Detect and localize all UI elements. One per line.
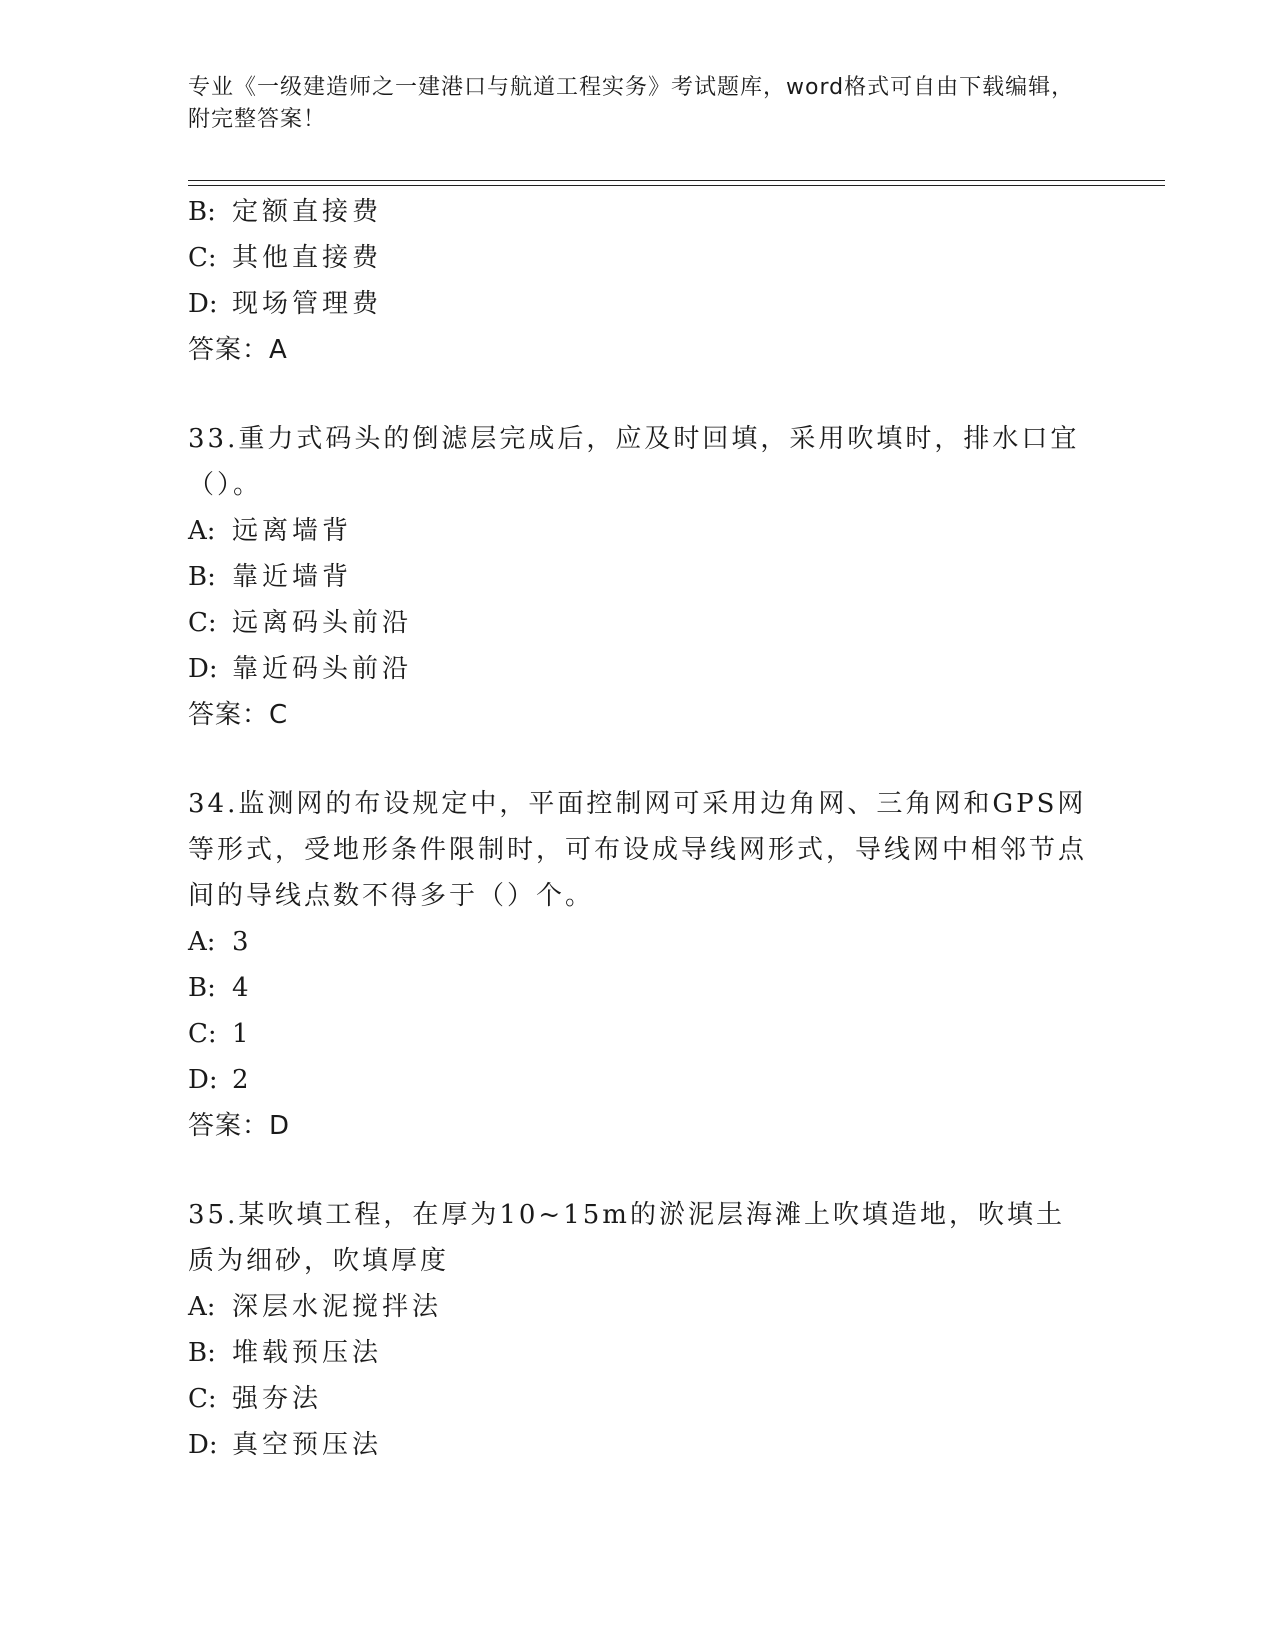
answer: 答案：C <box>188 700 289 730</box>
document-header: 专业《一级建造师之一建港口与航道工程实务》考试题库，word格式可自由下载编辑，附完整答案！ <box>188 75 1075 132</box>
question-block <box>188 1192 1088 1468</box>
answer: 答案：D <box>188 1111 291 1141</box>
option-a: A: 3 <box>188 927 253 957</box>
question-block <box>188 416 1088 738</box>
question-text: 33.重力式码头的倒滤层完成后，应及时回填，采用吹填时，排水口宜（）。 <box>188 424 1080 500</box>
answer: 答案：A <box>188 335 288 365</box>
header-divider-top <box>188 180 1165 181</box>
option-c: C: 其他直接费 <box>188 243 383 273</box>
option-c: C: 强夯法 <box>188 1384 323 1414</box>
option-d: D: 2 <box>188 1065 253 1095</box>
header-divider-bottom <box>188 185 1165 186</box>
option-d: D: 靠近码头前沿 <box>188 654 413 684</box>
option-b: B: 靠近墙背 <box>188 562 353 592</box>
question-text: 35.某吹填工程，在厚为10~15m的淤泥层海滩上吹填造地，吹填土质为细砂，吹填厚度 <box>188 1200 1065 1276</box>
option-d: D: 真空预压法 <box>188 1430 383 1460</box>
option-b: B: 4 <box>188 973 253 1003</box>
question-text: 34.监测网的布设规定中，平面控制网可采用边角网、三角网和GPS网等形式，受地形条件限制时，可布设成导线网形式，导线网中相邻节点间的导线点数不得多于（）个。 <box>188 789 1088 911</box>
option-a: A: 远离墙背 <box>188 516 353 546</box>
question-list <box>188 189 1088 1468</box>
option-d: D: 现场管理费 <box>188 289 383 319</box>
question-block <box>188 189 1088 373</box>
option-c: C: 远离码头前沿 <box>188 608 413 638</box>
option-c: C: 1 <box>188 1019 253 1049</box>
question-block <box>188 781 1088 1149</box>
option-b: B: 堆载预压法 <box>188 1338 383 1368</box>
option-b: B: 定额直接费 <box>188 197 383 227</box>
option-a: A: 深层水泥搅拌法 <box>188 1292 443 1322</box>
